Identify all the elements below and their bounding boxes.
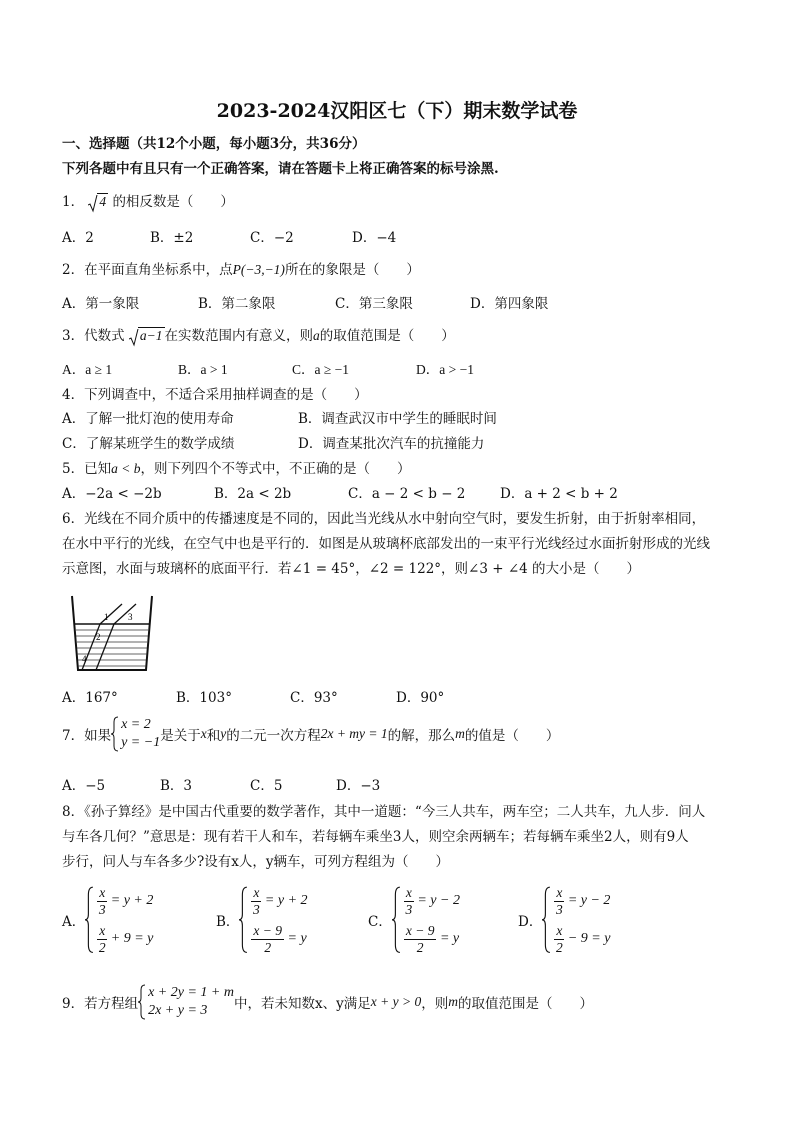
radicand: a−1 [139,328,163,343]
question-8-line-2: 与车各几何？”意思是：现有若干人和车，若每辆车乘坐3人，则空余两辆车；若每辆车乘坐2人，则有9人 [62,829,689,845]
system-row: x = 2 [121,717,151,732]
brace-icon [138,984,146,1020]
numerator: x [253,884,260,900]
variable: m [448,994,458,1009]
question-text: ，则 [421,996,449,1012]
numerator: x − 9 [405,922,435,938]
equation-system [85,886,153,954]
angle-label: 4 [82,654,87,664]
option-a: A．a ≥ 1 [62,362,113,377]
question-5 [62,457,410,477]
equation-rest: = y [439,931,460,946]
option-a: A．167° [62,690,118,706]
question-text: 2．在平面直角坐标系中，点 [62,262,233,278]
point-label: P(−3,−1) [232,262,285,277]
option-b: B．第二象限 [198,296,276,312]
system-row [97,924,153,954]
equation-rest: + 9 = y [110,931,154,946]
variable: y [220,726,227,741]
system-row [404,924,460,954]
denominator: 3 [555,901,563,917]
question-number: 7．如果 [62,728,112,744]
question-6-line-2: 在水中平行的光线，在空气中也是平行的．如图是从玻璃杯底部发出的一束平行光线经过水面折射形成的光线 [62,536,710,552]
option-label: A． [62,914,86,930]
question-text: 是关于 [160,728,201,744]
system-row: y = −1 [121,735,161,750]
brace-icon [542,886,551,954]
question-text-end: 的取值范围是（ ） [319,328,455,344]
option-b: B．a > 1 [178,362,228,377]
equation-system [392,886,460,954]
equation-rest: = y − 2 [567,893,611,908]
question-1 [62,190,234,210]
option-c: C．a − 2 < b − 2 [348,486,466,502]
question-number: 3．代数式 [62,328,125,344]
brace-icon [392,886,401,954]
section-heading: 一、选择题（共12个小题，每小题3分，共36分） [62,136,366,152]
option-label: B． [216,914,240,930]
option-c: C．−2 [250,230,294,246]
option-b: B．2a < 2b [214,486,292,502]
condition: x + y > 0 [370,994,422,1009]
option-b: B．调查武汉市中学生的睡眠时间 [298,411,497,427]
option-d: D．−4 [352,230,397,246]
option-label: D． [518,914,543,930]
option-d: D．调查某批次汽车的抗撞能力 [298,436,485,452]
question-8-line-1: 8．《孙子算经》是中国古代重要的数学著作，其中一道题：“今三人共车，两车空；二人共车，九人步．问人 [62,804,706,820]
question-6-line-1: 6．光线在不同介质中的传播速度是不同的，因此当光线从水中射向空气时，要发生折射，由于折射率相同， [62,511,706,527]
option-a [62,880,153,960]
option-c: C．93° [290,690,338,706]
numerator: x [405,884,412,900]
question-text: 的二元一次方程 [226,728,321,744]
denominator: 3 [98,901,106,917]
question-2 [62,258,420,278]
angle-label: 3 [128,612,133,622]
radical-sign-icon [129,329,139,347]
question-9 [62,984,593,1020]
question-text: 和 [206,728,221,744]
question-6-line-3: 示意图，水面与玻璃杯的底面平行．若∠1 = 45°，∠2 = 122°，则∠3 + ∠4 的大小是（ ） [62,561,641,577]
option-d: D．a > −1 [416,362,474,377]
question-text-end: 的值是（ ） [464,728,560,744]
option-a: A．2 [62,230,94,246]
denominator: 3 [405,901,413,917]
question-text: 的解，那么 [387,728,456,744]
angle-label: 2 [96,632,101,642]
system-row [404,886,460,916]
option-label: C． [368,914,392,930]
question-4: 4．下列调查中，不适合采用抽样调查的是（ ） [62,387,368,403]
equation-rest: = y + 2 [110,893,154,908]
numerator: x − 9 [253,922,283,938]
numerator: x [556,922,563,938]
denominator: 2 [416,939,424,955]
numerator: x [99,884,106,900]
option-b: B．3 [160,778,193,794]
sqrt-expression [129,328,165,344]
option-a: A．−2a < −2b [62,486,162,502]
radicand: 4 [99,194,107,209]
option-b: B．±2 [150,230,194,246]
variable: a [313,328,320,343]
option-d: D．90° [396,690,445,706]
sqrt-expression [88,194,108,210]
equation-system [542,886,610,954]
numerator: x [556,884,563,900]
radical-sign-icon [88,195,98,213]
question-number: 9．若方程组 [62,996,139,1012]
option-c: C．第三象限 [335,296,413,312]
question-text: 的相反数是（ ） [112,194,234,210]
equation: 2x + my = 1 [320,726,388,741]
option-d [518,880,610,960]
condition: a < b [111,461,141,476]
denominator: 2 [555,939,563,955]
section-instruction: 下列各题中有且只有一个正确答案，请在答题卡上将正确答案的标号涂黑. [62,161,499,177]
option-d: D．第四象限 [470,296,549,312]
equation-rest: = y + 2 [264,893,308,908]
system-row [251,924,307,954]
option-a: A．第一象限 [62,296,140,312]
question-3 [62,324,455,344]
equation-rest: − 9 = y [567,931,611,946]
option-c: C．了解某班学生的数学成绩 [62,436,235,452]
glass-refraction-figure [66,590,156,674]
option-c: C．5 [250,778,283,794]
equation-rest: = y [287,931,307,946]
option-b: B．103° [176,690,232,706]
system-row [251,886,307,916]
variable: x [200,726,207,741]
variable: m [455,726,465,741]
option-a: A．了解一批灯泡的使用寿命 [62,411,234,427]
brace-icon [111,716,119,752]
system-row [554,924,610,954]
denominator: 2 [98,939,106,955]
system-row: x + 2y = 1 + m [148,985,234,1000]
denominator: 3 [253,901,260,917]
system-row [554,886,610,916]
question-text-end: 的取值范围是（ ） [457,996,593,1012]
brace-icon [239,886,248,954]
question-8-line-3: 步行，问人与车各多少?设有x人，y辆车，可列方程组为（ ） [62,854,449,870]
equation-system [111,716,160,752]
denominator: 2 [264,939,272,955]
exam-title: 2023-2024汉阳区七（下）期末数学试卷 [216,100,578,122]
option-b [216,880,308,960]
equation-system [239,886,307,954]
question-text-end: ，则下列四个不等式中，不正确的是（ ） [140,461,411,477]
numerator: x [99,922,106,938]
option-a: A．−5 [62,778,106,794]
system-row [97,886,153,916]
equation-rest: = y − 2 [417,893,460,908]
water-hatching [76,630,148,666]
option-c [368,880,460,960]
option-c: C．a ≥ −1 [292,362,350,377]
question-text-end: 所在的象限是（ ） [284,262,420,278]
question-number: 1． [62,194,85,210]
system-row: 2x + y = 3 [148,1003,208,1018]
question-text: 在实数范围内有意义，则 [164,328,314,344]
equation-system [138,984,234,1020]
option-d: D．a + 2 < b + 2 [500,486,618,502]
brace-icon [85,886,94,954]
option-d: D．−3 [336,778,381,794]
question-7 [62,716,559,752]
question-text: 中，若未知数x、y满足 [233,996,371,1012]
angle-label: 1 [104,612,109,622]
question-text: 5．已知 [62,461,112,477]
